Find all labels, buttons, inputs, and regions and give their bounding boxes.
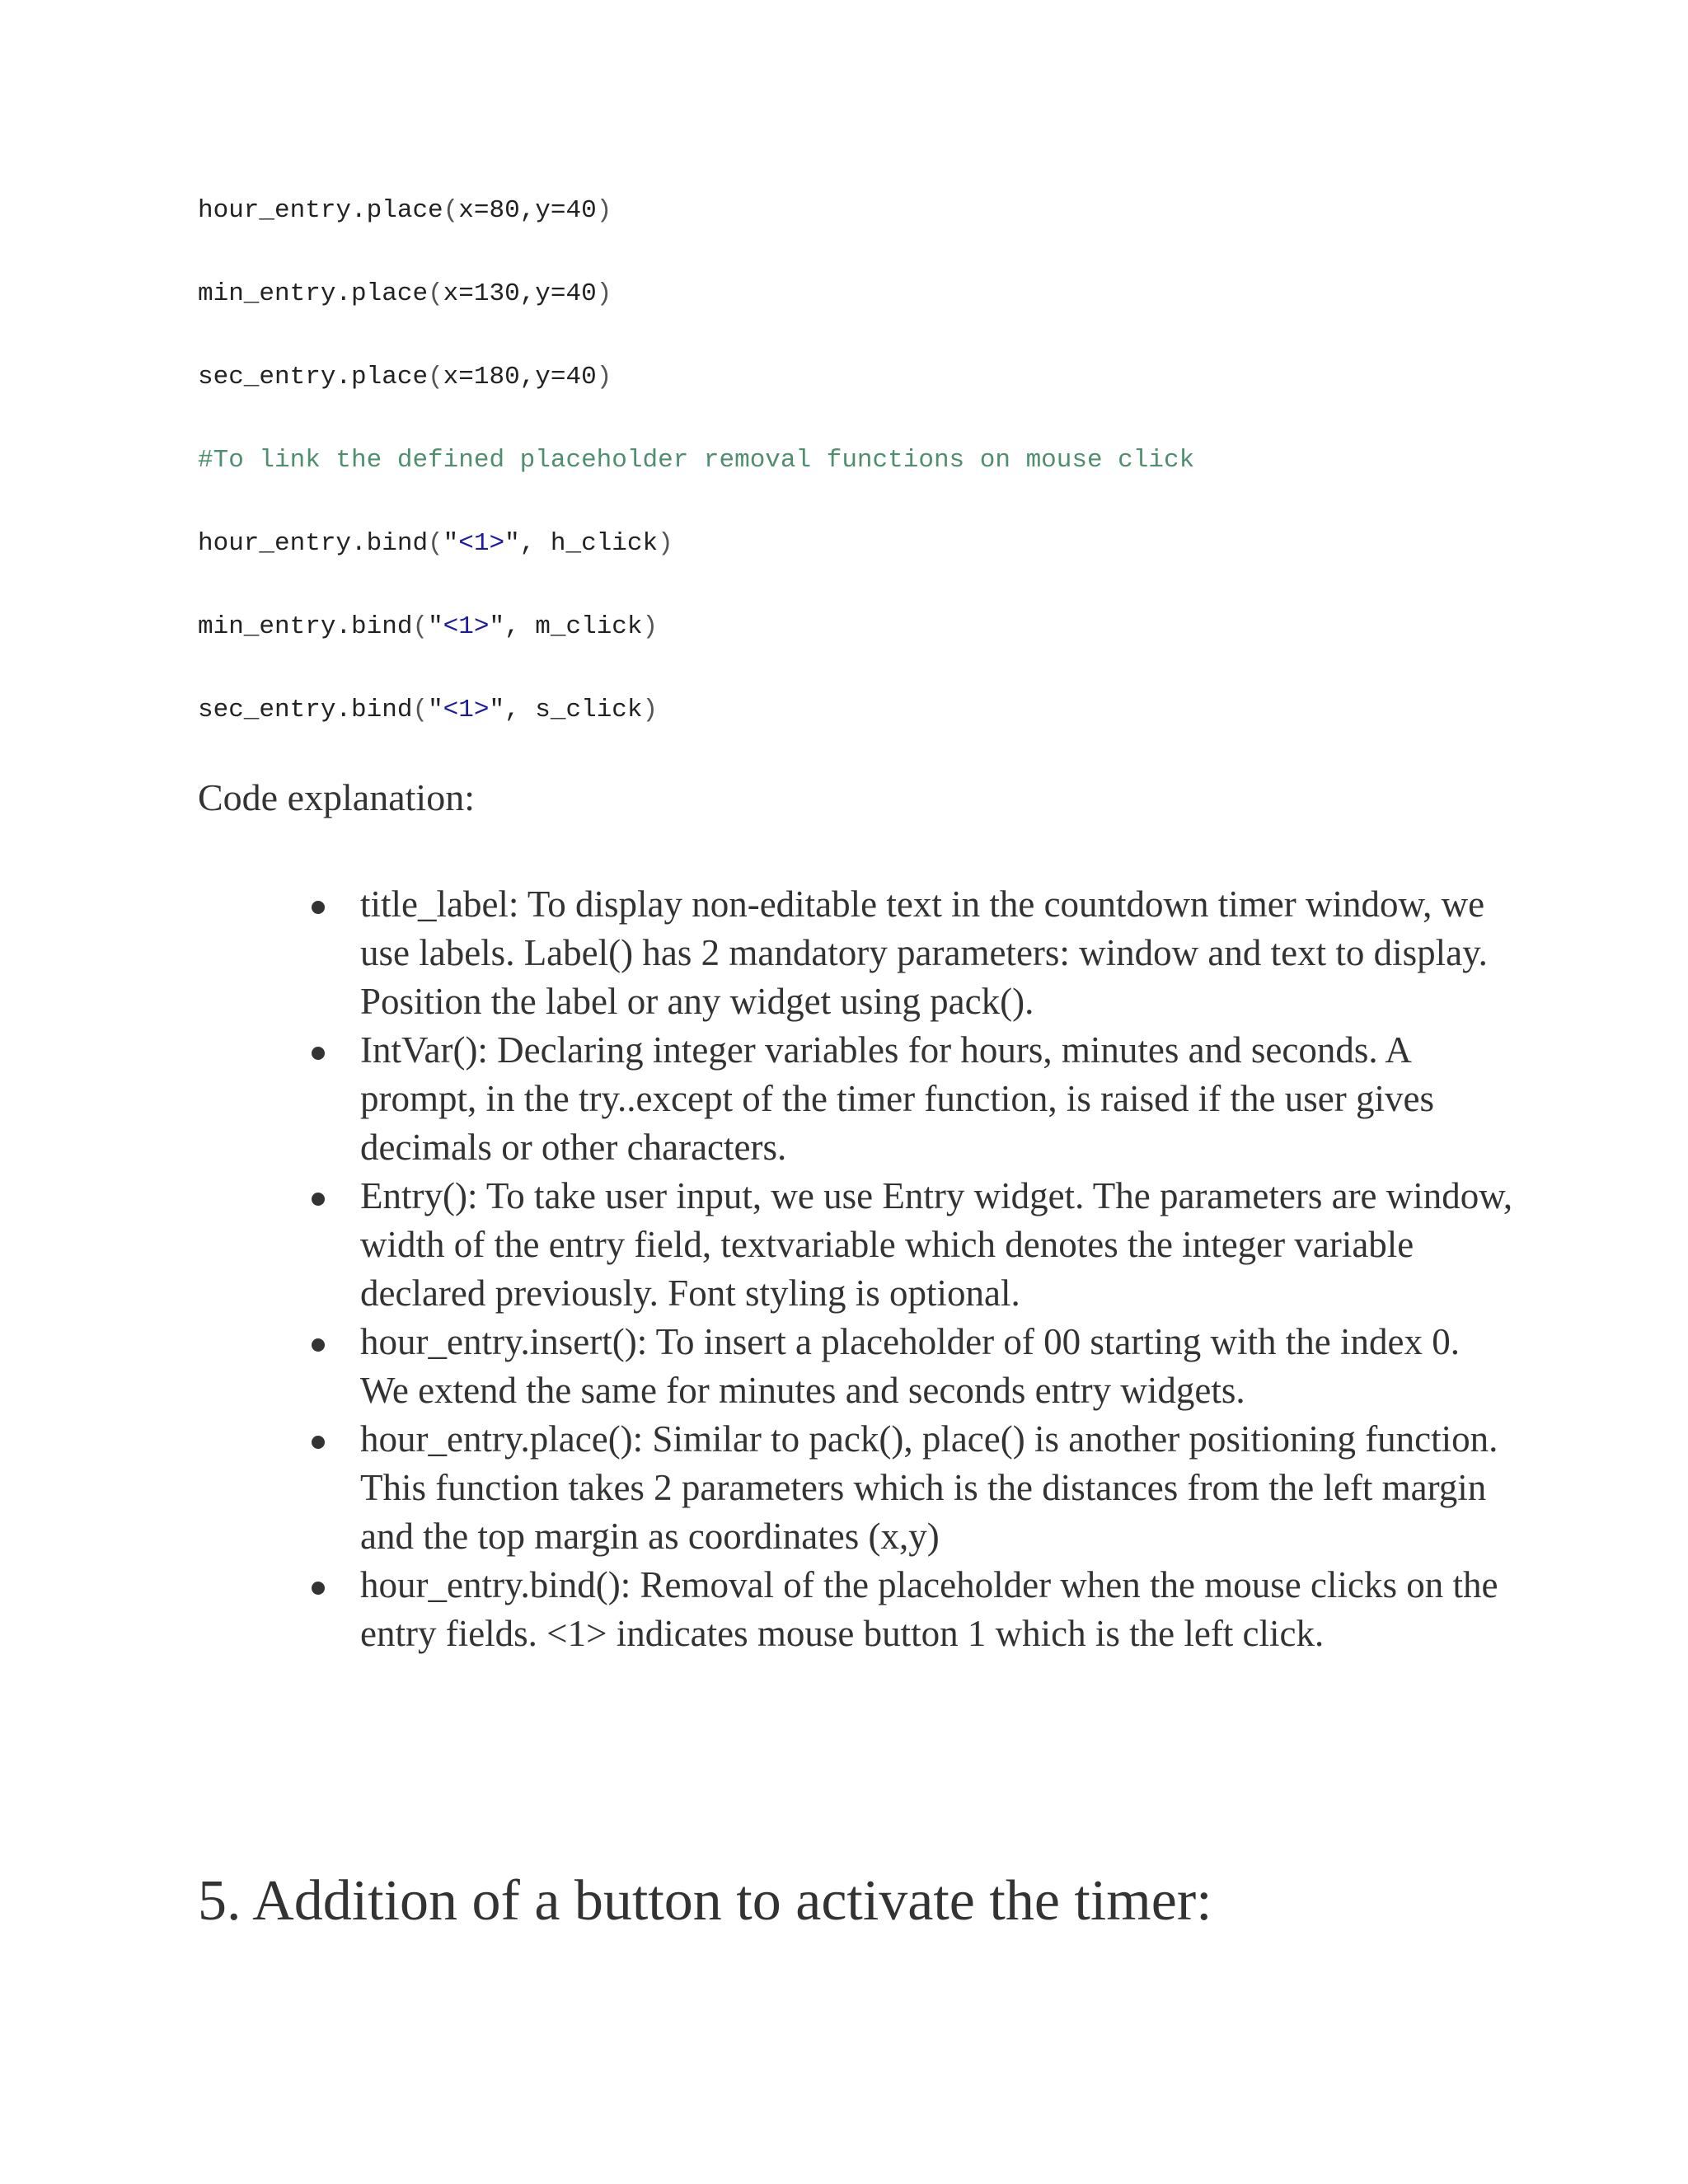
code-method: .place	[335, 279, 429, 308]
code-string: <1>	[443, 612, 490, 641]
code-line-hour-bind: hour_entry.bind("<1>", h_click)	[198, 529, 673, 558]
list-item	[0, 1415, 1514, 1561]
code-method: .place	[335, 363, 429, 391]
explanation-list	[0, 880, 1688, 1658]
list-item	[0, 1172, 1514, 1318]
code-object: min_entry	[198, 612, 336, 641]
list-item	[0, 1561, 1514, 1658]
list-item-text: hour_entry.bind(): Removal of the placeholder when the mouse clicks on the entry fields. <1> indicates mouse button 1 which is the left click.	[360, 1564, 1498, 1654]
bullet-icon	[312, 1436, 325, 1449]
code-object: min_entry	[198, 279, 336, 308]
code-string: <1>	[458, 529, 505, 558]
list-item-text: title_label: To display non-editable text in the countdown timer window, we use labels. Label() has 2 mandatory parameters: window and text to display. Position the label or any widget using pack().	[360, 883, 1488, 1022]
bullet-icon	[312, 1193, 325, 1206]
section-heading: 5. Addition of a button to activate the timer:	[198, 1869, 1212, 1933]
bullet-icon	[312, 901, 325, 914]
code-handler: h_click	[550, 529, 659, 558]
code-method: .bind	[351, 529, 429, 558]
code-args: x=80,y=40	[458, 196, 597, 225]
code-args: x=180,y=40	[443, 363, 597, 391]
list-item-text: IntVar(): Declaring integer variables for hours, minutes and seconds. A prompt, in the try..except of the timer function, is raised if the user gives decimals or other characters.	[360, 1029, 1434, 1168]
code-object: hour_entry	[198, 196, 352, 225]
code-explanation-label: Code explanation:	[198, 776, 475, 818]
code-line-min-place: min_entry.place(x=130,y=40)	[198, 279, 612, 308]
list-item-text: hour_entry.place(): Similar to pack(), place() is another positioning function. This function takes 2 parameters which is the distances from the left margin and the top margin as coordinates (x,y)	[360, 1418, 1498, 1557]
code-line-sec-place: sec_entry.place(x=180,y=40)	[198, 363, 612, 391]
code-method: .bind	[335, 696, 413, 724]
code-block	[198, 194, 1194, 777]
list-item-text: Entry(): To take user input, we use Entry widget. The parameters are window, width of the entry field, textvariable which denotes the integer variable declared previously. Font styling is optional.	[360, 1175, 1513, 1314]
code-handler: m_click	[535, 612, 643, 641]
code-method: .place	[351, 196, 443, 225]
code-line-min-bind: min_entry.bind("<1>", m_click)	[198, 612, 659, 641]
code-handler: s_click	[535, 696, 643, 724]
bullet-icon	[312, 1582, 325, 1595]
list-item	[0, 880, 1514, 1026]
code-line-hour-place: hour_entry.place(x=80,y=40)	[198, 196, 612, 225]
list-item	[0, 1026, 1514, 1172]
bullet-icon	[312, 1047, 325, 1060]
bullet-icon	[312, 1338, 325, 1352]
code-string: <1>	[443, 696, 490, 724]
list-item-text: hour_entry.insert(): To insert a placeholder of 00 starting with the index 0. We extend the same for minutes and seconds entry widgets.	[360, 1321, 1461, 1411]
code-object: sec_entry	[198, 696, 336, 724]
code-line-sec-bind: sec_entry.bind("<1>", s_click)	[198, 696, 659, 724]
code-args: x=130,y=40	[443, 279, 597, 308]
list-item	[0, 1318, 1514, 1415]
code-object: sec_entry	[198, 363, 336, 391]
code-comment: #To link the defined placeholder removal functions on mouse click	[198, 446, 1195, 475]
code-method: .bind	[335, 612, 413, 641]
code-object: hour_entry	[198, 529, 352, 558]
